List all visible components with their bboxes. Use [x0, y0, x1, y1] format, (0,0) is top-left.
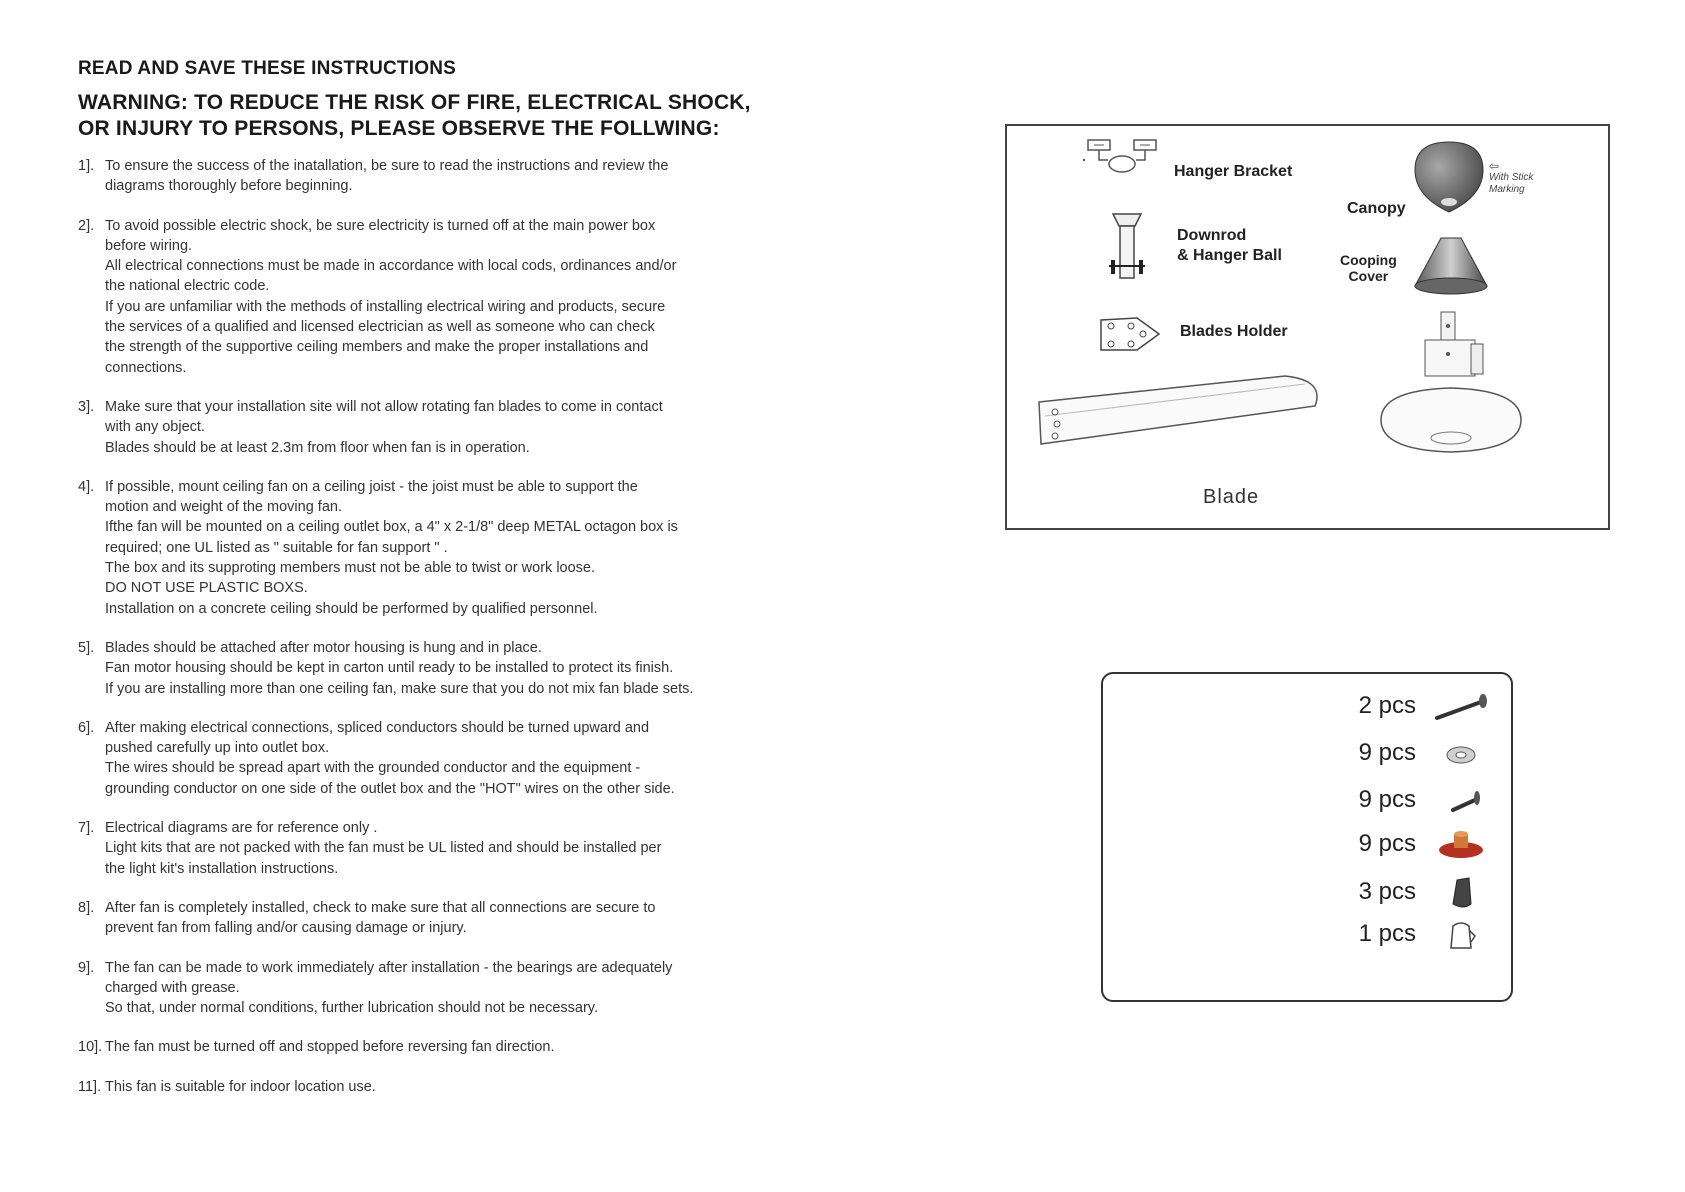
hardware-quantity: 3 pcs	[1358, 878, 1416, 905]
instruction-item	[78, 898, 838, 939]
instruction-number: 7].	[78, 820, 95, 837]
hardware-row	[1103, 916, 1511, 956]
blade-label: Blade	[1203, 486, 1260, 508]
instruction-line: After fan is completely installed, check to make sure that all connections are secure to	[105, 899, 656, 916]
instruction-line: Blades should be at least 2.3m from floor when fan is in operation.	[105, 439, 530, 456]
instruction-number: 8].	[78, 899, 95, 916]
instruction-item	[78, 1037, 838, 1057]
instruction-line: prevent fan from falling and/or causing damage or injury.	[105, 920, 467, 937]
instruction-line: Ifthe fan will be mounted on a ceiling outlet box, a 4" x 2-1/8" deep METAL octagon box is	[105, 519, 678, 536]
instruction-number: 2].	[78, 217, 95, 234]
instruction-line: So that, under normal conditions, further lubrication should not be necessary.	[105, 1000, 599, 1017]
instruction-number: 11].	[78, 1078, 102, 1095]
instruction-line: Electrical diagrams are for reference only .	[105, 820, 378, 837]
hardware-quantity: 9 pcs	[1358, 786, 1416, 813]
wire-nut-icon	[1431, 874, 1491, 914]
hanger-bracket-label: Hanger Bracket	[1174, 163, 1293, 180]
stick-marking-line-1: With Stick	[1489, 172, 1534, 183]
instruction-line: After making electrical connections, spliced conductors should be turned upward and	[105, 719, 650, 736]
instruction-line: diagrams thoroughly before beginning.	[105, 178, 353, 195]
instruction-line: If you are installing more than one ceiling fan, make sure that you do not mix fan blade sets.	[105, 680, 694, 697]
downrod-icon	[1107, 212, 1147, 284]
instruction-item	[78, 216, 838, 378]
instruction-line: grounding conductor on one side of the outlet box and the "HOT" wires on the other side.	[105, 780, 675, 797]
instruction-line: The box and its supproting members must not be able to twist or work loose.	[105, 560, 596, 577]
hardware-quantity: 9 pcs	[1358, 830, 1416, 857]
stick-marking-line-2: Marking	[1489, 184, 1525, 195]
downrod-label-line-2: & Hanger Ball	[1177, 247, 1282, 264]
instruction-number: 4].	[78, 478, 95, 495]
hardware-quantity: 9 pcs	[1358, 739, 1416, 766]
instruction-line: before wiring.	[105, 237, 193, 254]
cooping-cover-label	[1340, 252, 1397, 284]
page-heading: READ AND SAVE THESE INSTRUCTIONS	[78, 58, 456, 79]
instruction-line: The fan can be made to work immediately after installation - the bearings are adequately	[105, 959, 673, 976]
instruction-line: required; one UL listed as " suitable for fan support " .	[105, 539, 448, 556]
instruction-line: the strength of the supportive ceiling members and make the proper installations and	[105, 339, 649, 356]
instruction-line: the light kit's installation instructions.	[105, 860, 339, 877]
hardware-row	[1103, 735, 1511, 775]
cooping-cover-line-2: Cover	[1348, 268, 1389, 284]
instruction-line: Installation on a concrete ceiling should be performed by qualified personnel.	[105, 600, 598, 617]
instruction-item	[78, 958, 838, 1019]
instruction-number: 10].	[78, 1039, 103, 1056]
instruction-number: 5].	[78, 639, 95, 656]
instruction-line: the national electric code.	[105, 278, 270, 295]
rubber-grommet-icon	[1431, 826, 1491, 866]
parts-diagram	[1005, 124, 1610, 530]
hanger-bracket-icon	[1082, 138, 1162, 180]
instruction-line: To avoid possible electric shock, be sure electricity is turned off at the main power box	[105, 217, 656, 234]
instruction-item	[78, 1077, 838, 1097]
instruction-line: To ensure the success of the inatallation, be sure to read the instructions and review the	[105, 158, 669, 174]
stick-marking-arrow-icon: ⇦	[1489, 159, 1500, 173]
hardware-row	[1103, 688, 1511, 728]
instruction-line: The fan must be turned off and stopped before reversing fan direction.	[105, 1039, 555, 1056]
hardware-bag-box	[1101, 672, 1513, 1002]
hardware-row	[1103, 874, 1511, 914]
motor-housing-icon	[1371, 310, 1531, 460]
hardware-quantity: 1 pcs	[1358, 920, 1416, 947]
hardware-row	[1103, 826, 1511, 866]
instruction-line: with any object.	[105, 419, 205, 436]
warning-line-2: OR INJURY TO PERSONS, PLEASE OBSERVE THE FOLLWING:	[78, 117, 720, 140]
hardware-row	[1103, 782, 1511, 822]
instruction-line: Make sure that your installation site will not allow rotating fan blades to come in contact	[105, 398, 663, 415]
hardware-quantity: 2 pcs	[1358, 692, 1416, 719]
instruction-item	[78, 818, 838, 879]
canopy-icon	[1411, 140, 1487, 216]
instruction-line: If you are unfamiliar with the methods of installing electrical wiring and products, secure	[105, 298, 666, 315]
instruction-line: All electrical connections must be made in accordance with local cods, ordinances and/or	[105, 258, 677, 275]
downrod-label-line-1: Downrod	[1177, 227, 1247, 244]
instructions-column	[78, 58, 838, 1116]
short-screw-icon	[1431, 782, 1491, 822]
instruction-line: DO NOT USE PLASTIC BOXS.	[105, 580, 308, 597]
cooping-cover-icon	[1411, 234, 1491, 298]
long-screw-icon	[1431, 688, 1491, 728]
warning-line-1: WARNING: TO REDUCE THE RISK OF FIRE, ELECTRICAL SHOCK,	[78, 91, 751, 114]
balancing-clip-icon	[1431, 916, 1491, 956]
washer-icon	[1431, 735, 1491, 775]
instruction-item	[78, 156, 838, 197]
blade-icon	[1035, 372, 1325, 454]
instruction-number: 1].	[78, 158, 95, 174]
instruction-line: connections.	[105, 359, 187, 376]
instruction-line: charged with grease.	[105, 979, 240, 996]
instruction-item	[78, 638, 838, 699]
instruction-item	[78, 477, 838, 619]
canopy-label: Canopy	[1347, 200, 1406, 217]
instruction-line: This fan is suitable for indoor location use.	[105, 1078, 376, 1095]
instruction-line: The wires should be spread apart with the grounded conductor and the equipment -	[105, 760, 641, 777]
instruction-item	[78, 397, 838, 458]
instruction-line: pushed carefully up into outlet box.	[105, 740, 330, 757]
instruction-line: Light kits that are not packed with the fan must be UL listed and should be installed per	[105, 840, 662, 857]
cooping-cover-line-1: Cooping	[1340, 252, 1397, 268]
instruction-number: 3].	[78, 398, 95, 415]
instruction-line: Blades should be attached after motor housing is hung and in place.	[105, 639, 542, 656]
blades-holder-label: Blades Holder	[1180, 323, 1288, 340]
instruction-line: the services of a qualified and licensed electrician as well as someone who can check	[105, 319, 655, 336]
instruction-line: Fan motor housing should be kept in carton until ready to be installed to protect its finish.	[105, 660, 674, 677]
instruction-line: motion and weight of the moving fan.	[105, 499, 342, 516]
instruction-list	[78, 156, 838, 1097]
warning-block	[78, 90, 838, 142]
instruction-item	[78, 718, 838, 799]
instruction-line: If possible, mount ceiling fan on a ceiling joist - the joist must be able to support the	[105, 478, 638, 495]
blades-holder-icon	[1097, 314, 1163, 356]
stick-marking-note	[1489, 160, 1533, 196]
instruction-number: 9].	[78, 959, 95, 976]
downrod-label	[1177, 226, 1282, 266]
instruction-number: 6].	[78, 719, 95, 736]
